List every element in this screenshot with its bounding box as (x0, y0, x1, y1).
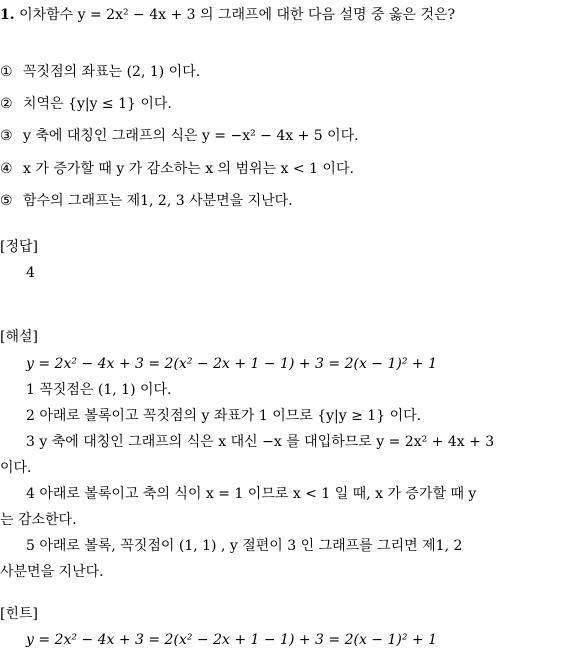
solution-line: 사분면을 지난다. (0, 564, 104, 580)
hint-equation: y = 2x² − 4x + 3 = 2(x² − 2x + 1 − 1) + 3 = 2(x − 1)² + 1 (26, 632, 437, 648)
solution-line: 1 꼭짓점은 (1, 1) 이다. (26, 382, 172, 398)
option-text: 꼭짓점의 좌표는 (2, 1) 이다. (23, 64, 201, 80)
option-1 (0, 63, 200, 81)
option-4 (0, 160, 354, 178)
option-marker: ① (0, 64, 13, 80)
solution-equation: y = 2x² − 4x + 3 = 2(x² − 2x + 1 − 1) + 3 = 2(x − 1)² + 1 (26, 356, 437, 372)
solution-line: 2 아래로 볼록이고 꼭짓점의 y 좌표가 1 이므로 {y|y ≥ 1} 이다. (26, 408, 422, 424)
solution-line: 4 아래로 볼록이고 축의 식이 x = 1 이므로 x < 1 일 때, x 가 증가할 때 y (26, 486, 477, 502)
option-marker: ⑤ (0, 193, 13, 209)
question-number: 1. (0, 7, 15, 23)
option-marker: ③ (0, 128, 13, 144)
solution-label: [해설] (0, 329, 38, 345)
option-marker: ④ (0, 161, 13, 177)
option-marker: ② (0, 96, 13, 112)
option-3 (0, 127, 359, 145)
solution-line: 5 아래로 볼록, 꼭짓점이 (1, 1) , y 절편이 3 인 그래프를 그리면 제1, 2 (26, 538, 463, 554)
solution-line: 는 감소한다. (0, 512, 77, 528)
option-text: y 축에 대칭인 그래프의 식은 y = −x² − 4x + 5 이다. (23, 128, 359, 144)
hint-label: [힌트] (0, 606, 38, 622)
option-text: 치역은 {y|y ≤ 1} 이다. (23, 96, 172, 112)
option-2 (0, 95, 172, 113)
option-text: 함수의 그래프는 제1, 2, 3 사분면을 지난다. (23, 193, 293, 209)
question-line (0, 6, 455, 24)
answer-label: [정답] (0, 239, 38, 255)
option-5 (0, 192, 293, 210)
question-text: 이차함수 y = 2x² − 4x + 3 의 그래프에 대한 다음 설명 중 옳은 것은? (19, 7, 456, 23)
option-text: x 가 증가할 때 y 가 감소하는 x 의 범위는 x < 1 이다. (23, 161, 354, 177)
solution-line: 3 y 축에 대칭인 그래프의 식은 x 대신 −x 를 대입하므로 y = 2x² + 4x + 3 (26, 434, 495, 450)
answer-value: 4 (26, 265, 35, 281)
solution-line: 이다. (0, 460, 32, 476)
